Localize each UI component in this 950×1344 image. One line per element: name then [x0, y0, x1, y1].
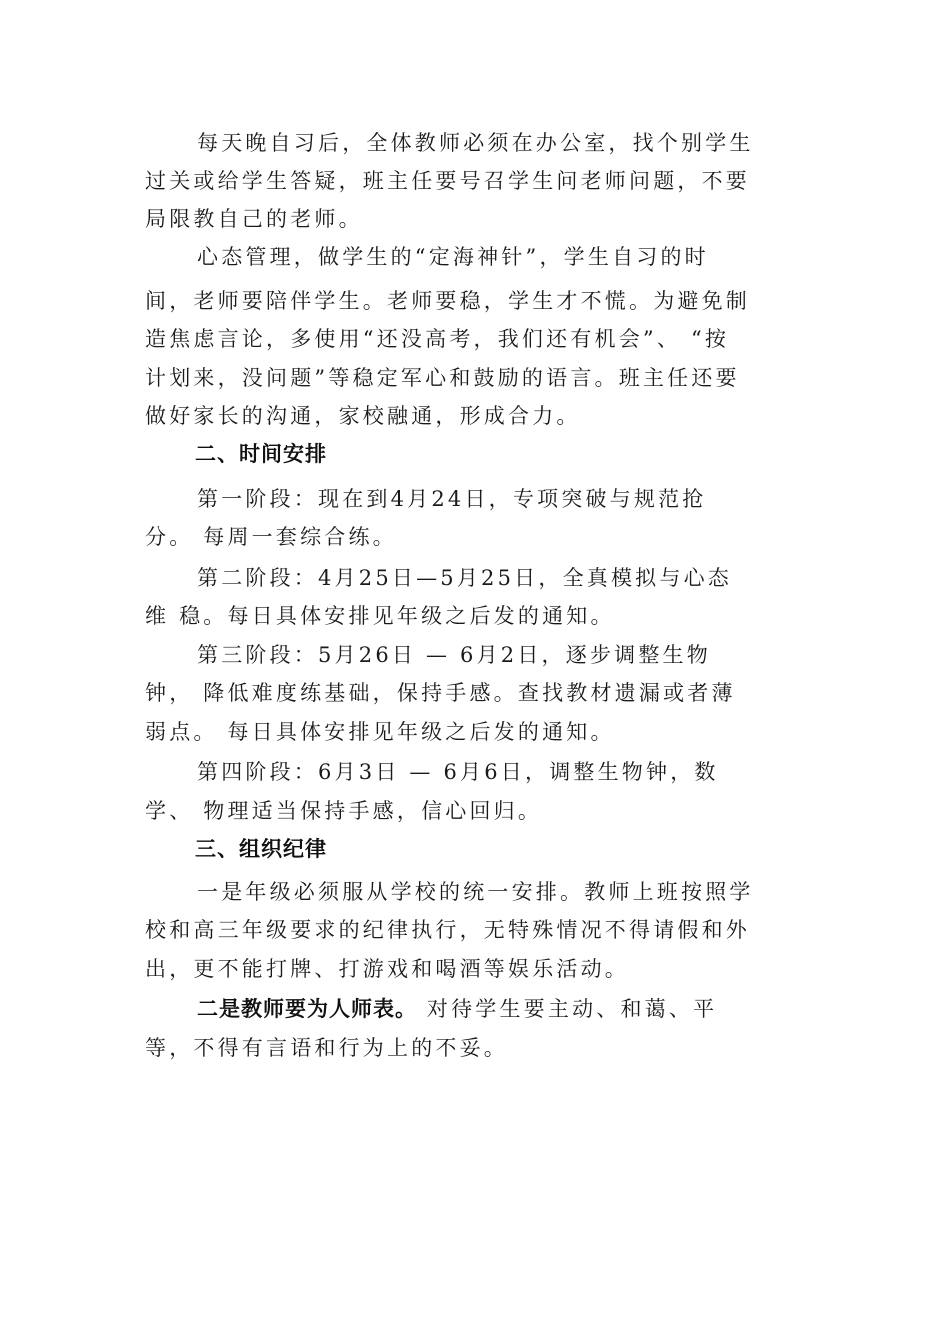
- paragraph-1-line-3: 局限教自己的老师。: [145, 207, 363, 231]
- discipline-1-line-3: 出，更不能打牌、打游戏和喝酒等娱乐活动。: [145, 957, 629, 981]
- paragraph-2-line-2: 间，老师要陪伴学生。老师要稳，学生才不慌。为避免制: [145, 289, 750, 313]
- section-heading-time-schedule: 二、时间安排: [195, 442, 327, 466]
- paragraph-1-line-1: 每天晚自习后，全体教师必须在办公室，找个别学生: [197, 131, 754, 155]
- discipline-2-line-2: 等，不得有言语和行为上的不妥。: [145, 1036, 508, 1060]
- section-heading-discipline: 三、组织纪律: [195, 837, 327, 861]
- stage-2-line-1: 第二阶段：4月25日—5月25日，全真模拟与心态: [197, 566, 732, 590]
- stage-3-line-2: 钟， 降低难度练基础，保持手感。查找教材遗漏或者薄: [145, 681, 736, 705]
- stage-1-line-2: 分。 每周一套综合练。: [145, 525, 397, 549]
- stage-4-line-1: 第四阶段：6月3日 — 6月6日，调整生物钟，数: [197, 760, 719, 784]
- discipline-1-line-1: 一是年级必须服从学校的统一安排。教师上班按照学: [197, 880, 754, 904]
- stage-3-line-1: 第三阶段：5月26日 — 6月2日，逐步调整生物: [197, 643, 711, 667]
- stage-4-line-2: 学、 物理适当保持手感，信心回归。: [145, 799, 543, 823]
- stage-3-line-3: 弱点。 每日具体安排见年级之后发的通知。: [145, 720, 615, 744]
- paragraph-1-line-2: 过关或给学生答疑，班主任要号召学生问老师问题，不要: [145, 169, 750, 193]
- stage-2-line-2: 维 稳。每日具体安排见年级之后发的通知。: [145, 604, 615, 628]
- discipline-2-lead: 二是教师要为人师表。: [197, 997, 417, 1021]
- paragraph-2-line-4: 计划来，没问题”等稳定军心和鼓励的语言。班主任还要: [145, 366, 740, 390]
- discipline-2-line-1: [197, 994, 717, 1024]
- discipline-2-line-1-rest: 对待学生要主动、和蔼、平: [417, 997, 718, 1021]
- paragraph-2-line-5: 做好家长的沟通，家校融通，形成合力。: [145, 404, 581, 428]
- stage-1-line-1: 第一阶段：现在到4月24日，专项突破与规范抢: [197, 487, 707, 511]
- paragraph-2-line-3: 造焦虑言论，多使用“还没高考，我们还有机会”、 “按: [145, 327, 730, 351]
- paragraph-2-line-1: 心态管理，做学生的“定海神针”，学生自习的时: [197, 245, 709, 269]
- discipline-1-line-2: 校和高三年级要求的纪律执行，无特殊情况不得请假和外: [145, 918, 750, 942]
